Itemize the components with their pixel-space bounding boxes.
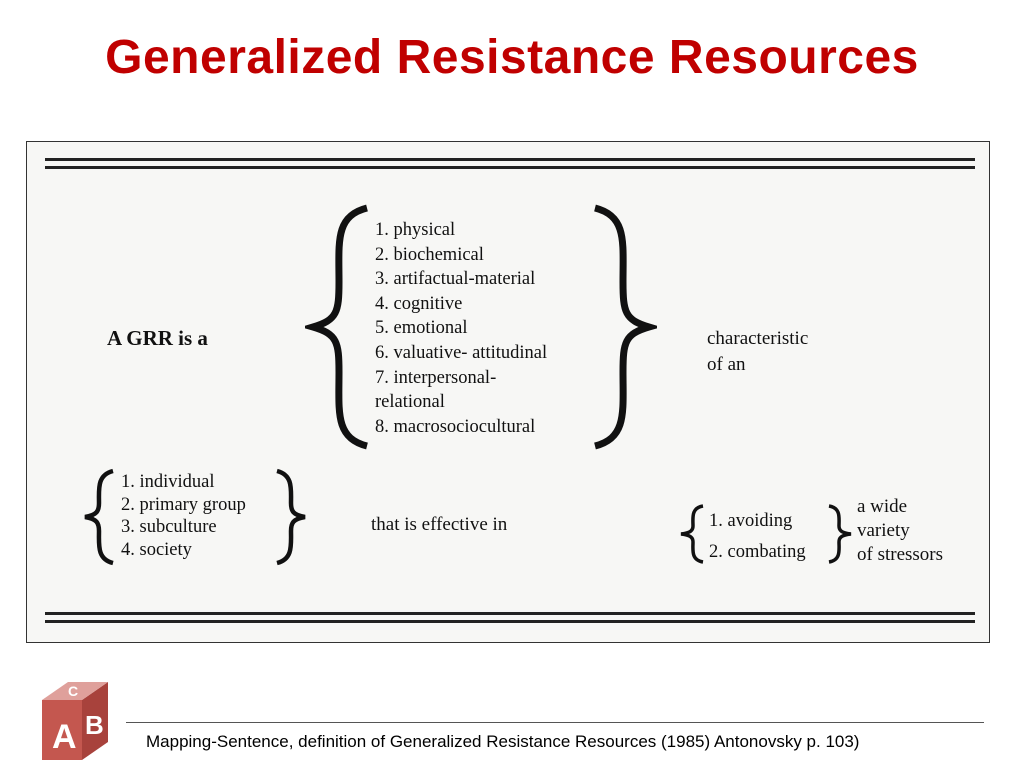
- slide-caption: Mapping-Sentence, definition of Generalized Resistance Resources (1985) Antonovsky p. 103): [146, 732, 860, 751]
- characteristic-text: characteristic: [707, 328, 809, 349]
- list-item: 1. individual: [121, 472, 215, 492]
- grr-intro: A GRR is a: [107, 326, 208, 350]
- logo-letter-a: A: [52, 718, 77, 756]
- right-brace-2: [271, 467, 311, 567]
- list-item: relational: [375, 392, 445, 413]
- right-brace-3: [823, 502, 859, 566]
- divider-top-1: [45, 158, 975, 161]
- divider-bottom-1: [45, 612, 975, 615]
- abc-blocks-logo: [38, 676, 124, 764]
- of-an-text: of an: [707, 354, 746, 375]
- variety-text-3: of stressors: [857, 544, 944, 565]
- effective-text: that is effective in: [371, 514, 508, 535]
- list-item: 7. interpersonal-: [375, 367, 497, 388]
- grr-type-list: [375, 218, 547, 439]
- divider-top-2: [45, 166, 975, 169]
- list-item: 6. valuative- attitudinal: [375, 342, 548, 363]
- left-brace-2: [79, 467, 119, 567]
- logo-letter-c: C: [68, 683, 79, 699]
- footer-divider: [126, 722, 984, 723]
- list-item: 2. combating: [709, 542, 806, 562]
- left-brace-1: [305, 202, 375, 452]
- list-item: 3. subculture: [121, 517, 217, 537]
- list-item: 5. emotional: [375, 318, 468, 339]
- effect-list: [709, 506, 806, 568]
- variety-text-2: variety: [857, 520, 910, 541]
- list-item: 4. cognitive: [375, 293, 463, 314]
- divider-bottom-2: [45, 620, 975, 623]
- right-brace-1: [587, 202, 657, 452]
- list-item: 8. macrosociocultural: [375, 416, 536, 437]
- list-item: 4. society: [121, 539, 192, 560]
- unit-list: [121, 471, 246, 561]
- logo-letter-b: B: [85, 710, 104, 740]
- list-item: 1. avoiding: [709, 511, 793, 531]
- list-item: 2. biochemical: [375, 244, 484, 265]
- list-item: 3. artifactual-material: [375, 269, 536, 290]
- slide-title: Generalized Resistance Resources: [105, 31, 919, 84]
- list-item: 1. physical: [375, 220, 456, 240]
- scanned-figure: [26, 141, 990, 643]
- left-brace-3: [673, 502, 709, 566]
- variety-text-1: a wide: [857, 496, 908, 517]
- list-item: 2. primary group: [121, 494, 246, 515]
